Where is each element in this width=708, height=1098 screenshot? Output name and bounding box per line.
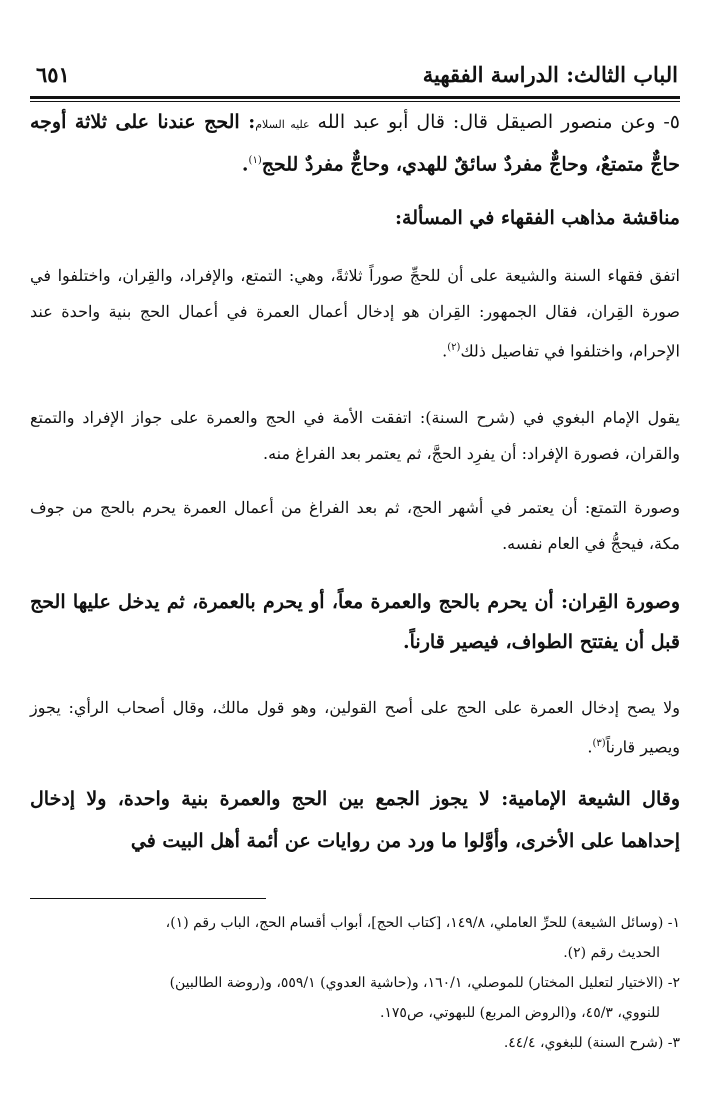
paragraph-imamiyya: وقال الشيعة الإمامية: لا يجوز الجمع بين الحج والعمرة بنية واحدة، ولا إدخال إحداهما على الأخرى، وأوَّلوا ما ورد من روايات عن أئمة أهل البيت في: [30, 788, 680, 852]
agreement-end: .: [442, 341, 448, 361]
paragraph-hadith: [30, 104, 680, 182]
footnote-separator: [30, 898, 266, 899]
footnote-ref-1: (١): [248, 155, 262, 166]
idkhal-text: ولا يصح إدخال العمرة على الحج على أصح القولين، وهو قول مالك، وقال أصحاب الرأي: يجوز ويصير قارناً: [30, 698, 680, 757]
paragraph-agreement: [30, 258, 680, 369]
agreement-text: اتفق فقهاء السنة والشيعة على أن للحجِّ صوراً ثلاثةً، وهي: التمتع، والإفراد، والقِران، واختلفوا في صورة القِران، فقال الجمهور: القِران هو إدخال أعمال العمرة في أعمال الحج بنية واحدة عند الإحرام، واختلفوا في تفاصيل ذلك: [30, 266, 680, 361]
chapter-title: الباب الثالث: الدراسة الفقهية: [422, 62, 678, 87]
header-rule-thick: [30, 96, 680, 99]
hadith-end: .: [241, 153, 249, 176]
footnote-1: ١- (وسائل الشيعة) للحرِّ العاملي، ١٤٩/٨، [كتاب الحج]، أبواب أقسام الحج، الباب رقم (١)،: [165, 915, 680, 931]
hadith-lead: ٥- وعن منصور الصيقل قال: قال أبو عبد الله: [309, 111, 680, 133]
footnote-2-continued: للنووي، ٤٥/٣، و(الروض المربع) للبهوتي، ص١٧٥.: [379, 1005, 660, 1021]
paragraph-baghawi: يقول الإمام البغوي في (شرح السنة): اتفقت الأمة في الحج والعمرة على جواز الإفراد والتمتع والقران، فصورة الإفراد: أن يفرِد الحجَّ، ثم يعتمر بعد الفراغ منه.: [30, 408, 680, 463]
paragraph-tamattu: وصورة التمتع: أن يعتمر في أشهر الحج، ثم بعد الفراغ من أعمال العمرة يحرم بالحج من جوف مكة، فيحجُّ في العام نفسه.: [30, 498, 680, 553]
footnote-ref-3: (٣): [592, 738, 606, 749]
honorific-glyph: عليه السلام: [255, 118, 310, 131]
hadith-quote: : الحج عندنا على ثلاثة أوجه حاجٌّ متمتعٌ، وحاجٌّ مفردٌ سائقٌ للهدي، وحاجٌّ مفردٌ للحج: [30, 111, 680, 176]
paragraph-idkhal: [30, 690, 680, 765]
running-header: [30, 60, 680, 90]
section-heading: مناقشة مذاهب الفقهاء في المسألة:: [395, 207, 680, 229]
footnote-ref-2: (٢): [447, 342, 461, 353]
book-page: [30, 52, 680, 1082]
idkhal-end: .: [587, 737, 593, 757]
footnotes: [30, 908, 680, 1058]
page-number: ٦٥١: [36, 62, 70, 87]
footnote-2: ٢- (الاختيار لتعليل المختار) للموصلي، ١٦٠/١، و(حاشية العدوي) ٥٥٩/١، و(روضة الطالبين): [169, 975, 680, 991]
footnote-1-continued: الحديث رقم (٢).: [563, 945, 660, 961]
paragraph-qiran: وصورة القِران: أن يحرم بالحج والعمرة معاً، أو يحرم بالعمرة، ثم يدخل عليها الحج قبل أن يفتتح الطواف، فيصير قارناً.: [30, 591, 680, 653]
header-rule-thin: [30, 101, 680, 102]
footnote-3: ٣- (شرح السنة) للبغوي، ٤٤/٤.: [503, 1035, 680, 1051]
